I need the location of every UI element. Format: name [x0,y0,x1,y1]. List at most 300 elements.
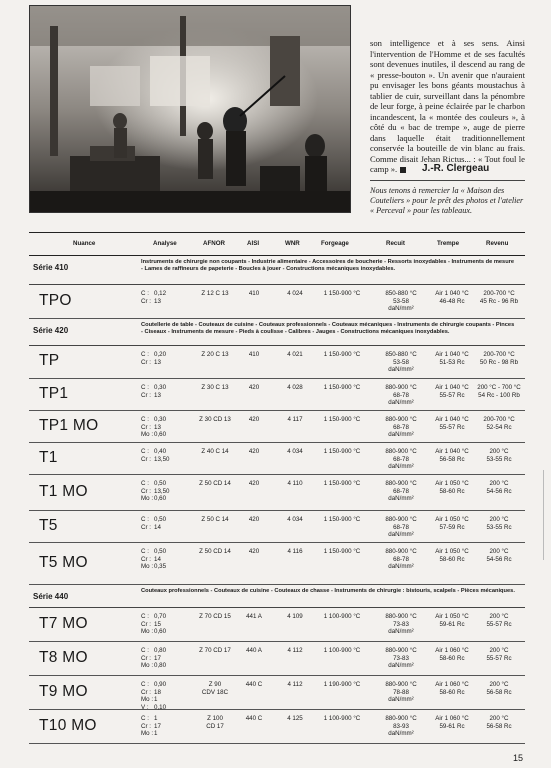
recuit-line: daN/mm² [388,399,414,406]
afnor-cell: Z 12 C 13 [201,290,229,297]
article-author: J.-R. Clergeau [422,163,490,174]
trempe-line: 59-61 Rc [439,620,465,628]
analyse-cell [141,715,161,738]
header-revenu: Revenu [486,240,509,247]
recuit-line: 880-900 °C [385,715,417,722]
revenu-line: 200 °C [489,548,509,555]
trempe-cell [435,351,468,366]
element-percentage: 13,50 [154,455,170,463]
revenu-line: 54-56 Rc [486,487,512,495]
element-percentage: 13 [154,423,161,431]
element-percentage: 0,80 [154,647,167,654]
revenu-cell [483,416,514,431]
nuance-cell: TPO [39,292,72,309]
revenu-line: 54 Rc - 100 Rb [478,391,520,399]
analyse-cell [141,290,166,305]
afnor-cell [206,715,224,730]
element-percentage: 17 [154,722,161,730]
trempe-cell [435,290,468,305]
nuance-cell: T8 MO [39,649,88,666]
recuit-line: 880-900 °C [385,416,417,423]
element-percentage: 13 [154,391,161,399]
element-symbol: C : [141,613,149,620]
wnr-cell: 4 116 [287,548,303,555]
forgeage-cell: 1 150-900 °C [323,384,361,391]
revenu-line: 53-55 Rc [486,523,512,531]
aisi-cell: 420 [248,448,260,455]
trempe-line: Air 1 050 °C [435,613,469,620]
nuance-cell: TP1 MO [39,417,99,434]
afnor-cell: Z 40 C 14 [201,448,229,455]
series-header [29,256,525,285]
element-symbol: Cr : [141,423,151,431]
trempe-line: Air 1 040 °C [435,384,469,391]
series-name: Série 440 [33,592,69,601]
table-row [29,543,525,585]
afnor-cell: Z 50 CD 14 [199,548,231,555]
recuit-line: 68-78 [393,487,409,495]
forgeage-cell: 1 150-900 °C [323,416,361,423]
revenu-line: 200-700 °C [483,351,515,358]
wnr-cell: 4 117 [287,416,303,423]
trempe-line: Air 1 050 °C [435,516,469,523]
table-row [29,511,525,543]
divider [370,180,525,181]
wnr-cell: 4 112 [287,647,303,654]
analyse-cell [141,647,166,670]
recuit-line: daN/mm² [388,696,414,703]
element-symbol: Cr : [141,688,151,696]
element-percentage: 0,30 [154,384,167,391]
revenu-line: 200 °C [489,715,509,722]
element-symbol: Mo : [141,662,154,669]
wnr-cell: 4 112 [287,681,303,688]
revenu-line: 200 °C [489,613,509,620]
element-symbol: Cr : [141,487,151,495]
forgeage-cell: 1 150-900 °C [323,516,361,523]
revenu-cell [477,384,520,399]
aisi-cell: 441 A [246,613,262,620]
revenu-cell [486,613,511,628]
table-row [29,710,525,744]
revenu-line: 53-55 Rc [486,455,512,463]
table-header [29,232,525,256]
forgeage-cell: 1 150-900 °C [323,480,361,487]
recuit-cell [385,647,416,670]
revenu-cell [486,647,511,662]
aisi-cell: 420 [248,548,260,555]
revenu-line: 45 Rc - 96 Rb [479,297,519,305]
trempe-cell [435,448,468,463]
element-percentage: 0,30 [154,416,167,423]
recuit-line: daN/mm² [388,305,414,312]
analyse-cell [141,416,166,439]
wnr-cell: 4 024 [287,290,303,297]
table-row [29,443,525,475]
revenu-line: 200 °C [489,448,509,455]
forgeage-cell: 1 100-900 °C [323,715,361,722]
element-symbol: C : [141,480,149,487]
element-percentage: 1 [154,730,158,737]
wnr-cell: 4 028 [287,384,303,391]
page-number: 15 [513,753,524,763]
recuit-line: 880-900 °C [385,647,417,654]
element-symbol: Mo : [141,431,154,438]
aisi-cell: 420 [248,416,260,423]
wnr-cell: 4 109 [287,613,303,620]
trempe-cell [435,416,468,431]
recuit-line: 68-78 [393,391,409,399]
revenu-line: 200 °C [489,516,509,523]
forgeage-cell: 1 190-900 °C [323,681,361,688]
recuit-line: 880-900 °C [385,613,417,620]
element-symbol: Cr : [141,555,151,563]
element-symbol: Cr : [141,523,151,531]
trempe-line: 57-59 Rc [439,523,465,531]
recuit-line: daN/mm² [388,495,414,502]
forgeage-cell: 1 150-900 °C [323,548,361,555]
element-symbol: C : [141,384,149,391]
recuit-line: daN/mm² [388,431,414,438]
recuit-line: daN/mm² [388,463,414,470]
element-percentage: 0,20 [154,351,167,358]
aisi-cell: 410 [248,290,260,297]
recuit-line: 880-900 °C [385,384,417,391]
element-symbol: C : [141,548,149,555]
element-percentage: 0,50 [154,480,167,487]
series-name: Série 420 [33,326,69,335]
nuance-cell: TP1 [39,385,69,402]
recuit-line: daN/mm² [388,366,414,373]
acknowledgement-note: Nous tenons à remercier la « Maison des Couteliers » pour le prêt des photos et l'atelier « Perceval » pour les tableaux. [370,186,524,215]
trempe-cell [435,613,468,628]
wnr-cell: 4 125 [287,715,303,722]
header-recuit: Recuit [386,240,405,247]
element-percentage: 0,80 [154,662,167,669]
recuit-line: 53-58 [393,297,409,305]
element-percentage: 0,40 [154,448,167,455]
recuit-cell [385,448,416,471]
trempe-cell [435,480,468,495]
forge-engraving [29,5,351,213]
table-row [29,642,525,676]
nuance-cell: T7 MO [39,615,88,632]
recuit-cell [385,384,416,407]
element-percentage: 0,70 [154,613,167,620]
header-wnr: WNR [285,240,300,247]
recuit-line: 73-83 [393,620,409,628]
series-name: Série 410 [33,263,69,272]
recuit-line: 73-83 [393,654,409,662]
recuit-line: 880-900 °C [385,480,417,487]
header-trempe: Trempe [437,240,460,247]
trempe-line: Air 1 050 °C [435,480,469,487]
recuit-cell [385,480,416,503]
element-symbol: Cr : [141,358,151,366]
nuance-cell: T1 MO [39,483,88,500]
recuit-line: 53-58 [393,358,409,366]
element-percentage: 13,50 [154,487,170,495]
table-row [29,676,525,710]
aisi-cell: 420 [248,384,260,391]
afnor-line: CD 17 [206,722,224,730]
recuit-line: 880-900 °C [385,448,417,455]
element-percentage: 0,90 [154,681,167,688]
trempe-line: 59-61 Rc [439,722,465,730]
forgeage-cell: 1 100-900 °C [323,613,361,620]
element-percentage: 0,60 [154,431,167,438]
recuit-line: daN/mm² [388,563,414,570]
table-row [29,379,525,411]
element-percentage: 0,50 [154,516,167,523]
element-symbol: Cr : [141,455,151,463]
wnr-cell: 4 034 [287,448,303,455]
aisi-cell: 410 [248,351,260,358]
element-percentage: 1 [154,696,158,703]
recuit-line: daN/mm² [388,531,414,538]
revenu-line: 200 °C - 700 °C [477,384,521,391]
trempe-line: 58-60 Rc [439,688,465,696]
element-symbol: Cr : [141,722,151,730]
trempe-line: Air 1 050 °C [435,548,469,555]
nuance-cell: T5 [39,517,58,534]
series-description: Instruments de chirurgie non coupants - Industrie alimentaire - Accessoires de boucherie - Ressorts inoxydables - Instruments de mesure - Lames de raffineurs de papeterie - Boucles à jouer - Constructions mécaniques inoxydables. [141,259,515,273]
analyse-cell [141,548,166,571]
afnor-cell: Z 20 C 13 [201,351,229,358]
element-symbol: C : [141,516,149,523]
afnor-cell: Z 70 CD 15 [199,613,231,620]
revenu-cell [486,548,511,563]
table-row [29,285,525,319]
wnr-cell: 4 110 [287,480,303,487]
table-row [29,608,525,642]
trempe-line: 56-58 Rc [439,455,465,463]
afnor-cell: Z 50 CD 14 [199,480,231,487]
trempe-line: Air 1 040 °C [435,448,469,455]
recuit-line: 880-900 °C [385,516,417,523]
revenu-line: 56-58 Rc [486,688,512,696]
analyse-cell [141,480,169,503]
revenu-line: 50 Rc - 98 Rb [479,358,519,366]
analyse-cell [141,681,166,711]
afnor-cell [202,681,228,696]
table-row [29,475,525,511]
nuance-cell: T9 MO [39,683,88,700]
analyse-cell [141,613,166,636]
page-edge-mark [543,470,550,560]
element-symbol: C : [141,715,149,722]
analyse-cell [141,516,166,531]
recuit-line: 68-78 [393,555,409,563]
recuit-line: daN/mm² [388,662,414,669]
trempe-line: Air 1 060 °C [435,647,469,654]
trempe-line: 55-57 Rc [439,391,465,399]
wnr-cell: 4 034 [287,516,303,523]
series-header [29,585,525,608]
recuit-line: daN/mm² [388,730,414,737]
analyse-cell [141,384,166,399]
revenu-cell [486,448,511,463]
end-of-article-mark [400,167,406,173]
recuit-line: 83-93 [393,722,409,730]
revenu-line: 55-57 Rc [486,620,512,628]
article-paragraph: son intelligence et à ses sens. Ainsi l'intervention de l'Homme et de ses facultés sont devenues inutiles, il descend au rang de « presse-bouton ». Un avenir que n'auraient pu envisager les bons géants moustachus à tablier de cuir, surveillant dans la pénombre de leur forge, à peine éclairée par le charbon incandescent, la « montée des couleurs », à côté du « bac de trempe », auge de pierre dans laquelle était traditionnellement conservée la bouteille de vin blanc au frais. Comme disait Jehan Rictus... : « Tout foul le camp ». [370,38,525,174]
element-percentage: 13 [154,358,161,366]
element-percentage: 0,60 [154,628,167,635]
header-analyse: Analyse [153,240,177,247]
trempe-line: Air 1 040 °C [435,351,469,358]
revenu-line: 200 °C [489,647,509,654]
series-description: Couteaux professionnels - Couteaux de cuisine - Couteaux de chasse - Instruments de chirurgie : bistouris, scalpels - Pièces mécaniques. [141,588,515,594]
element-symbol: Cr : [141,391,151,399]
wnr-cell: 4 021 [287,351,303,358]
revenu-cell [486,480,511,495]
trempe-line: Air 1 040 °C [435,416,469,423]
element-percentage: 0,50 [154,548,167,555]
element-symbol: C : [141,290,149,297]
table-row [29,346,525,379]
element-percentage: 13 [154,297,161,305]
revenu-line: 54-56 Rc [486,555,512,563]
table-body [29,256,525,744]
aisi-cell: 420 [248,480,260,487]
recuit-cell [385,416,416,439]
element-symbol: C : [141,351,149,358]
element-percentage: 14 [154,555,161,563]
element-symbol: Mo : [141,730,154,737]
revenu-line: 200-700 °C [483,416,515,423]
element-symbol: Mo : [141,628,154,635]
element-percentage: 17 [154,654,161,662]
forgeage-cell: 1 150-900 °C [323,290,361,297]
revenu-line: 200-700 °C [483,290,515,297]
element-percentage: 1 [154,715,158,722]
forgeage-cell: 1 150-900 °C [323,351,361,358]
nuance-cell: T5 MO [39,554,88,571]
analyse-cell [141,448,169,463]
revenu-cell [486,516,511,531]
revenu-cell [486,715,511,730]
trempe-line: 58-60 Rc [439,555,465,563]
recuit-cell [385,715,416,738]
trempe-line: 55-57 Rc [439,423,465,431]
recuit-cell [385,290,416,313]
afnor-cell: Z 30 CD 13 [199,416,231,423]
revenu-line: 200 °C [489,480,509,487]
aisi-cell: 420 [248,516,260,523]
aisi-cell: 440 A [246,647,262,654]
revenu-line: 55-57 Rc [486,654,512,662]
element-symbol: Mo : [141,563,154,570]
trempe-cell [435,384,468,399]
header-afnor: AFNOR [203,240,225,247]
table-row [29,411,525,443]
analyse-cell [141,351,166,366]
series-description: Coutellerie de table - Couteaux de cuisine - Couteaux professionnels - Couteaux mécaniques - Instruments de chirurgie coupants - Pinces - Ciseaux - Instruments de mesure - Pieds à coulisse - Calibres - Jauges - Constructions mécaniques inoxydables. [141,322,515,336]
nuance-cell: T10 MO [39,717,97,734]
revenu-cell [480,290,518,305]
trempe-cell [435,715,468,730]
element-symbol: Mo : [141,696,154,703]
afnor-line: Z 90 [208,681,222,688]
trempe-cell [435,681,468,696]
trempe-cell [435,548,468,563]
element-percentage: 14 [154,523,161,531]
element-percentage: 0,10 [154,703,167,711]
revenu-line: 52-54 Rc [486,423,512,431]
header-nuance: Nuance [73,240,96,247]
series-header [29,319,525,346]
trempe-line: 46-48 Rc [439,297,465,305]
recuit-line: 68-78 [393,455,409,463]
element-percentage: 0,60 [154,495,167,502]
forgeage-cell: 1 150-900 °C [323,448,361,455]
element-symbol: C : [141,681,149,688]
trempe-cell [435,516,468,531]
recuit-cell [385,681,416,704]
header-forgeage: Forgeage [321,240,349,247]
recuit-line: 850-880 °C [385,351,417,358]
element-symbol: Cr : [141,654,151,662]
recuit-line: daN/mm² [388,628,414,635]
recuit-cell [385,548,416,571]
element-percentage: 0,35 [154,563,167,570]
trempe-line: Air 1 060 °C [435,681,469,688]
element-symbol: Mo : [141,495,154,502]
recuit-line: 880-900 °C [385,548,417,555]
revenu-cell [480,351,518,366]
recuit-line: 850-880 °C [385,290,417,297]
recuit-cell [385,351,416,374]
element-symbol: Cr : [141,297,151,305]
forgeage-cell: 1 100-900 °C [323,647,361,654]
revenu-line: 56-58 Rc [486,722,512,730]
element-percentage: 15 [154,620,161,628]
header-aisi: AISI [247,240,260,247]
afnor-cell: Z 50 C 14 [201,516,229,523]
afnor-cell: Z 70 CD 17 [199,647,231,654]
aisi-cell: 440 C [245,715,263,722]
recuit-cell [385,613,416,636]
element-percentage: 0,12 [154,290,167,297]
recuit-line: 880-900 °C [385,681,417,688]
trempe-line: 51-53 Rc [439,358,465,366]
recuit-line: 68-78 [393,523,409,531]
steel-grades-table [29,232,525,744]
afnor-line: CDV 18C [201,688,229,696]
trempe-cell [435,647,468,662]
nuance-cell: T1 [39,449,58,466]
revenu-line: 200 °C [489,681,509,688]
recuit-cell [385,516,416,539]
afnor-line: Z 100 [207,715,223,722]
nuance-cell: TP [39,352,60,369]
trempe-line: 58-60 Rc [439,487,465,495]
trempe-line: Air 1 040 °C [435,290,469,297]
trempe-line: 58-60 Rc [439,654,465,662]
element-symbol: C : [141,647,149,654]
revenu-cell [486,681,511,696]
element-symbol: Cr : [141,620,151,628]
aisi-cell: 440 C [245,681,263,688]
recuit-line: 68-78 [393,423,409,431]
element-percentage: 18 [154,688,161,696]
element-symbol: C : [141,448,149,455]
element-symbol: C : [141,416,149,423]
element-symbol: V : [141,703,149,711]
afnor-cell: Z 30 C 13 [201,384,229,391]
trempe-line: Air 1 060 °C [435,715,469,722]
